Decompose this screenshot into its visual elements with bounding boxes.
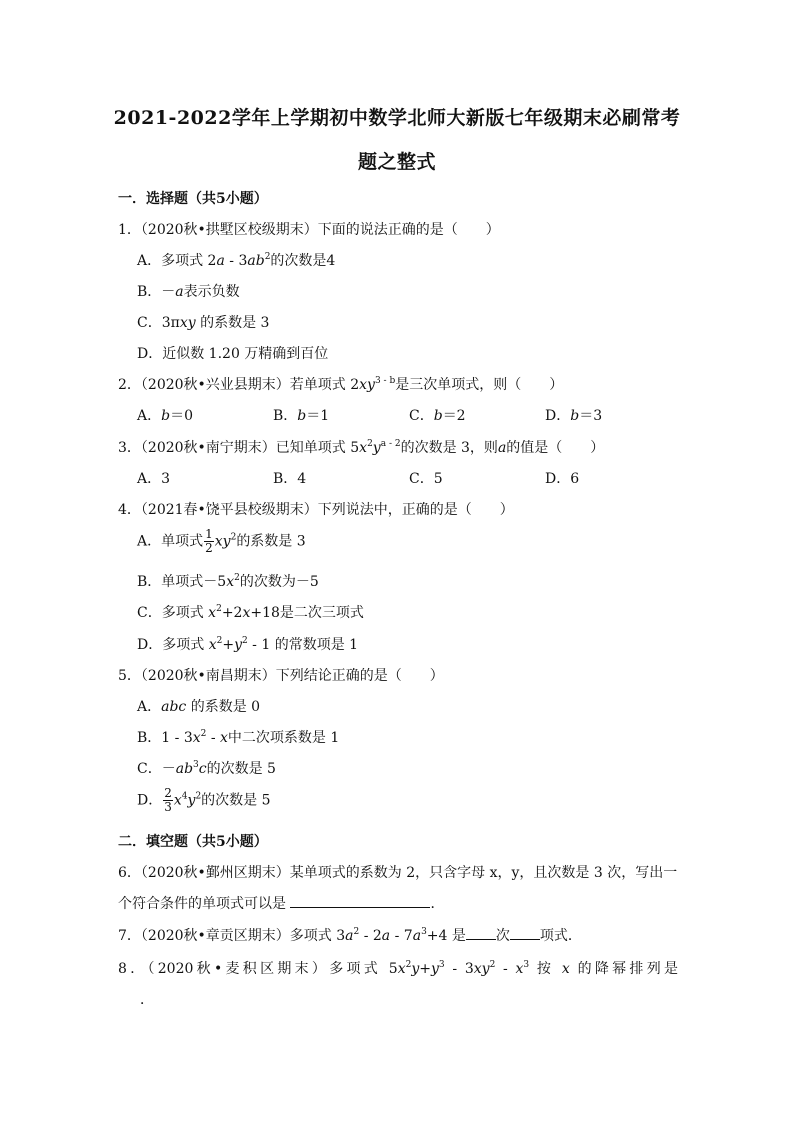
- document-title-line2: 题之整式: [357, 151, 436, 173]
- question-4-option-c: C．多项式 $x^2+2x+18$是二次三项式: [137, 604, 364, 621]
- question-6-line1: 6．（2020秋•鄞州区期末）某单项式的系数为 2，只含字母 x，y，且次数是 3 次，写出一: [118, 865, 678, 881]
- question-2-stem: 2．（2020秋•兴业县期末）若单项式 $2xy^{3 - b}$是三次单项式，则（ ）: [118, 376, 564, 393]
- question-2-option-d: D．b＝3: [545, 408, 603, 424]
- question-3-options: [137, 468, 617, 488]
- question-4-option-d: D．多项式 $x^2+y^2 - 1$ 的常数项是 1: [137, 636, 359, 653]
- question-1-stem: 1．（2020秋•拱墅区校级期末）下面的说法正确的是（ ）: [118, 222, 500, 238]
- question-3-option-a: A．3: [137, 471, 171, 487]
- question-7: 7．（2020秋•章贡区期末）多项式 $3a^2 - 2a - 7a^3+4$ 是 次 项式．: [118, 927, 582, 944]
- question-1-option-b: B．－a表示负数: [137, 284, 240, 300]
- question-2-option-c: C．b＝2: [409, 408, 466, 424]
- question-4-stem: 4．（2021春•饶平县校级期末）下列说法中，正确的是（ ）: [118, 502, 514, 518]
- answer-blank[interactable]: [466, 927, 496, 940]
- fraction: $\frac{1}{2}$: [205, 527, 213, 555]
- document-title-line1: 2021-2022学年上学期初中数学北师大新版七年级期末必刷常考: [113, 107, 681, 129]
- question-2-options: [137, 405, 617, 425]
- question-5-option-d: D． $\frac{2}{3}$ $x^4y^2$的次数是 5: [137, 786, 271, 814]
- question-3-option-d: D．6: [545, 471, 580, 487]
- question-8-line1: 8．（2020秋•麦积区期末）多项式 $5x^2y+y^3 - 3xy^2 - x^3$ 按 x 的降幂排列是: [118, 960, 678, 977]
- question-5-stem: 5．（2020秋•南昌期末）下列结论正确的是（ ）: [118, 668, 444, 684]
- question-3-stem: 3．（2020秋•南宁期末）已知单项式 $5x^2y^{a - 2}$的次数是 3，则a的值是（ ）: [118, 439, 605, 456]
- question-1-option-c: C．3πxy 的系数是 3: [137, 315, 270, 331]
- question-1-option-a: A．多项式 $2a - 3ab^2$的次数是4: [137, 252, 336, 269]
- fraction: $\frac{2}{3}$: [164, 786, 172, 814]
- answer-blank[interactable]: [290, 895, 430, 908]
- question-4-option-b: B．单项式$-5x^2$的次数为－5: [137, 573, 319, 590]
- question-5-option-b: B．$1 - 3x^2$ - x中二次项系数是 1: [137, 729, 340, 746]
- question-6-line2: 个符合条件的单项式可以是 ．: [118, 896, 445, 912]
- section-fill-heading: 二．填空题（共5小题）: [118, 834, 268, 850]
- question-3-option-b: B．4: [273, 471, 307, 487]
- question-2-option-b: B．b＝1: [273, 408, 330, 424]
- question-8-line2: ．: [140, 992, 154, 1008]
- question-5-option-c: C．$-ab^3c$的次数是 5: [137, 760, 276, 777]
- answer-blank[interactable]: [510, 927, 540, 940]
- question-4-option-a: A．单项式 $\frac{1}{2}$ $xy^2$的系数是 3: [137, 527, 306, 555]
- question-3-option-c: C．5: [409, 471, 443, 487]
- section-choice-heading: 一．选择题（共5小题）: [118, 191, 268, 207]
- question-1-option-d: D．近似数 1.20 万精确到百位: [137, 346, 329, 362]
- question-5-option-a: A．abc 的系数是 0: [137, 699, 261, 715]
- question-2-option-a: A．b＝0: [137, 408, 194, 424]
